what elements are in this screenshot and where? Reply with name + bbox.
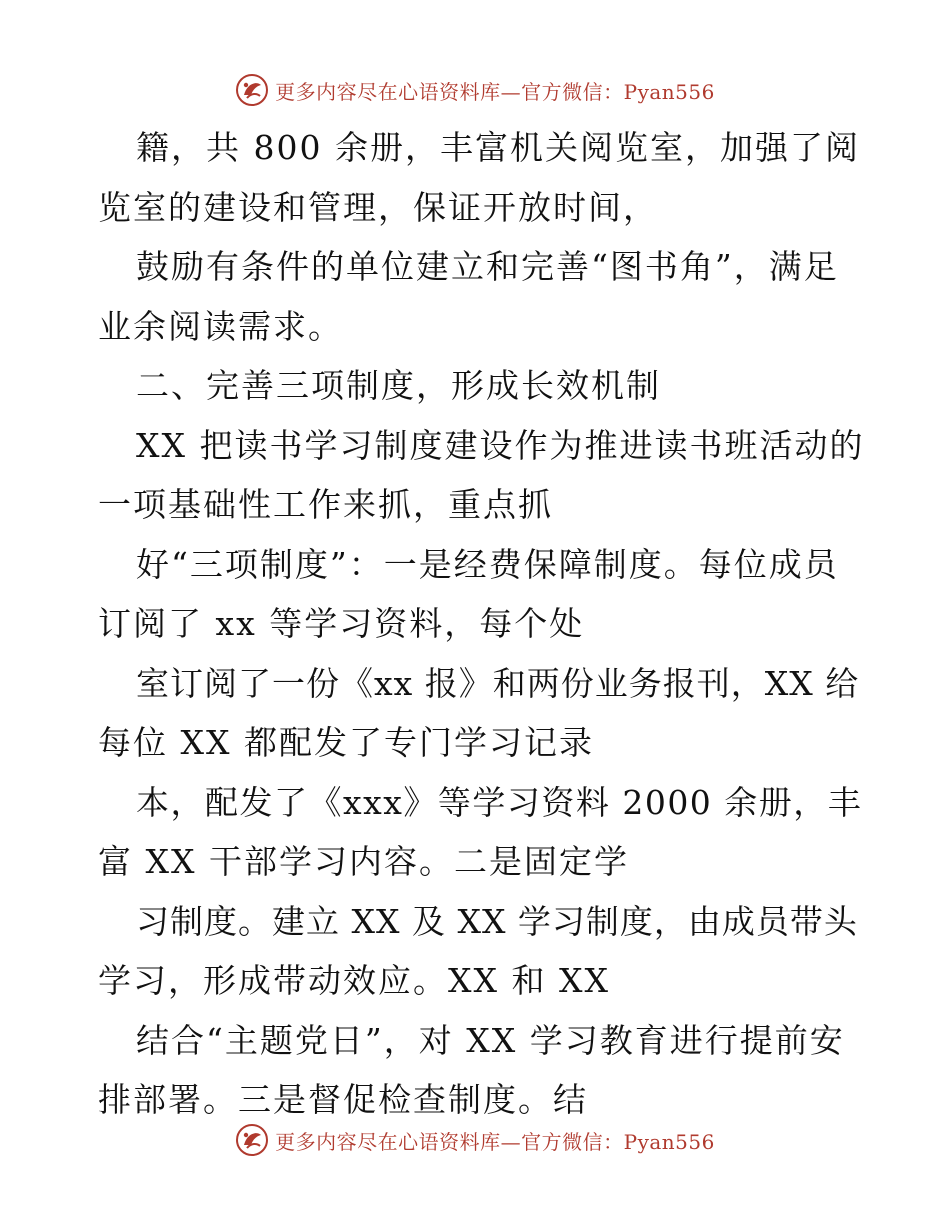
watermark-text: 更多内容尽在心语资料库—官方微信：Pyan556 xyxy=(275,79,715,104)
text-line: 本，配发了《xxx》等学习资料 2000 余册，丰 xyxy=(136,782,863,822)
watermark-text: 更多内容尽在心语资料库—官方微信：Pyan556 xyxy=(275,1129,715,1154)
text-line: 结合“主题党日”，对 XX 学习教育进行提前安 xyxy=(136,1020,845,1060)
flower-logo-icon xyxy=(235,73,269,107)
text-line: 览室的建设和管理，保证开放时间， xyxy=(98,187,658,227)
text-line: 习制度。建立 XX 及 XX 学习制度，由成员带头 xyxy=(136,901,858,941)
text-line: 二、完善三项制度，形成长效机制 xyxy=(136,366,661,405)
text-line: 每位 XX 都配发了专门学习记录 xyxy=(98,723,594,762)
text-line: 鼓励有条件的单位建立和完善“图书角”，满足 xyxy=(136,247,839,286)
text-line: 学习，形成带动效应。XX 和 XX xyxy=(98,961,610,1000)
text-line: 订阅了 xx 等学习资料，每个处 xyxy=(98,604,585,643)
document-body xyxy=(98,118,868,1130)
text-line: 室订阅了一份《xx 报》和两份业务报刊，XX 给 xyxy=(136,663,860,703)
text-line: 富 XX 干部学习内容。二是固定学 xyxy=(98,842,629,881)
text-line: 好“三项制度”：一是经费保障制度。每位成员 xyxy=(136,544,839,584)
text-line: XX 把读书学习制度建设作为推进读书班活动的 xyxy=(136,425,865,465)
text-line: 籍，共 800 余册，丰富机关阅览室，加强了阅 xyxy=(136,128,860,167)
text-line: 一项基础性工作来抓，重点抓 xyxy=(98,485,553,524)
text-line: 排部署。三是督促检查制度。结 xyxy=(98,1080,588,1119)
footer-watermark xyxy=(0,1120,950,1160)
flower-logo-icon xyxy=(235,1123,269,1157)
header-watermark xyxy=(0,70,950,110)
text-line: 业余阅读需求。 xyxy=(98,306,343,346)
